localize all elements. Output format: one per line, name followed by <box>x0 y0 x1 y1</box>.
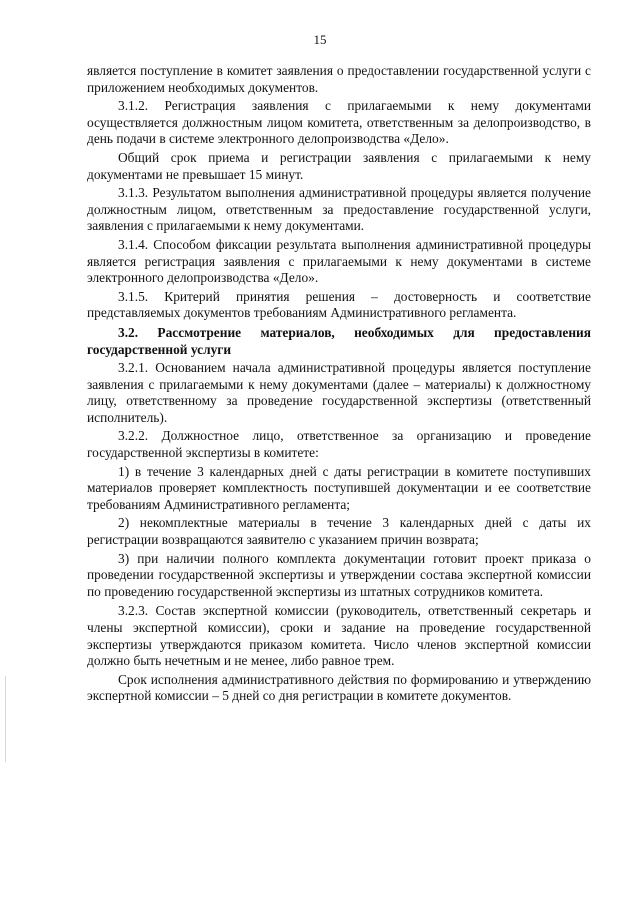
paragraph-continuation: является поступление в комитет заявления о предоставлении государственной услуги с приложением необходимых документов. <box>87 63 591 95</box>
document-body <box>87 63 591 705</box>
paragraph-3-1-2: 3.1.2. Регистрация заявления с прилагаемыми к нему документами осуществляется должностным лицом комитета, ответственным за делопроизводство, в день подачи в системе электронного делопроизводства «Дело». <box>87 98 591 147</box>
page-number: 15 <box>313 32 327 47</box>
list-item-1: 1) в течение 3 календарных дней с даты регистрации в комитете поступивших материалов проверяет комплектность поступившей документации и ее соответствие требованиям Административного регламента; <box>87 463 591 512</box>
section-heading-3-2: 3.2. Рассмотрение материалов, необходимых для предоставления государственной услуги <box>87 324 591 357</box>
paragraph-3-1-3: 3.1.3. Результатом выполнения административной процедуры является получение должностным лицом, ответственным за предоставление государственной услуги, заявления с прилагаемыми к нему документами. <box>87 185 591 234</box>
paragraph-3-2-1: 3.2.1. Основанием начала административной процедуры является поступление заявления с прилагаемыми к нему документами (далее – материалы) к должностному лицу, ответственному за проведение государственной экспертизы (ответственный исполнитель). <box>87 360 591 425</box>
list-item-3: 3) при наличии полного комплекта документации готовит проект приказа о проведении государственной экспертизы и утверждении состава экспертной комиссии по проведению государственной экспертизы из штатных сотрудников комитета. <box>87 550 591 599</box>
paragraph-3-1-5: 3.1.5. Критерий принятия решения – достоверность и соответствие представляемых документов требованиям Административного регламента. <box>87 288 591 321</box>
paragraph-commission-term: Срок исполнения административного действия по формированию и утверждению экспертной комиссии – 5 дней со дня регистрации в комитете документов. <box>87 671 591 704</box>
paragraph-total-term: Общий срок приема и регистрации заявления с прилагаемыми к нему документами не превышает 15 минут. <box>87 149 591 182</box>
paragraph-3-2-2: 3.2.2. Должностное лицо, ответственное за организацию и проведение государственной экспертизы в комитете: <box>87 428 591 461</box>
paragraph-3-2-3: 3.2.3. Состав экспертной комиссии (руководитель, ответственный секретарь и члены экспертной комиссии), сроки и задание на проведение государственной экспертизы утверждаются приказом комитета. Число членов экспертной комиссии должно быть нечетным и не менее, либо равное трем. <box>87 603 591 669</box>
scan-margin-mark <box>5 676 6 762</box>
list-item-2: 2) некомплектные материалы в течение 3 календарных дней с даты их регистрации возвращаются заявителю с указанием причин возврата; <box>87 515 591 548</box>
paragraph-3-1-4: 3.1.4. Способом фиксации результата выполнения административной процедуры является регистрация заявления с прилагаемыми к нему документами в системе электронного делопроизводства «Дело». <box>87 236 591 286</box>
